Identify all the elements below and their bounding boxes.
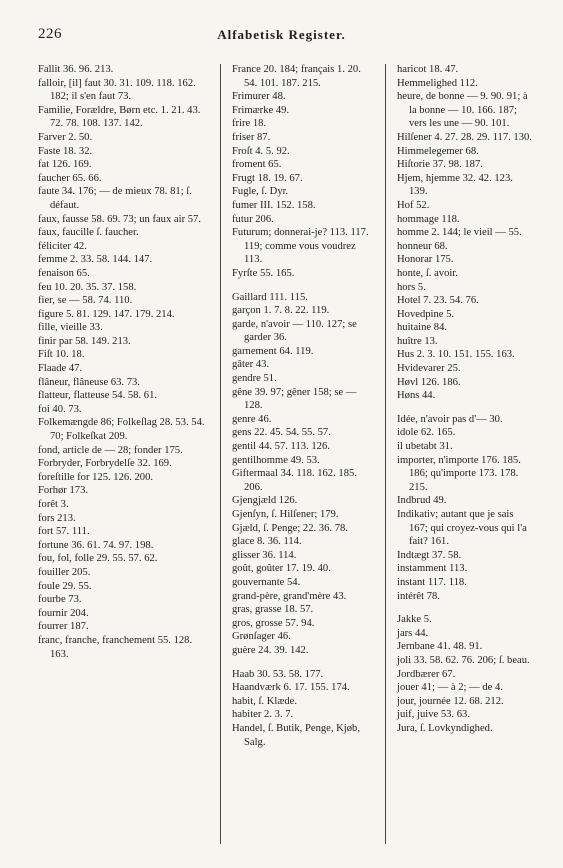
index-entry: fort 57. 111.	[38, 526, 90, 538]
index-entry: garnement 64. 119.	[232, 345, 314, 357]
index-entry: foreſtille for 125. 126. 200.	[38, 471, 154, 483]
index-entry: Familie, Forældre, Børn etc. 1. 21. 43. 72. 78. 108. 137. 142.	[38, 104, 201, 130]
index-entry: fat 126. 169.	[38, 159, 92, 171]
index-entry: Hovedpine 5.	[397, 308, 455, 320]
index-entry: faucher 65. 66.	[38, 172, 102, 184]
index-entry: instant 117. 118.	[397, 576, 467, 588]
index-entry: fortune 36. 61. 74. 97. 198.	[38, 539, 154, 551]
index-entry: importer, n'importe 176. 185. 186; qu'importe 173. 178. 215.	[397, 454, 521, 493]
index-entry: Idée, n'avoir pas d'— 30.	[397, 413, 503, 425]
index-entry: gras, grasse 18. 57.	[232, 604, 314, 616]
index-entry: Flaade 47.	[38, 363, 83, 375]
index-entry: Indbrud 49.	[397, 495, 447, 507]
index-entry: Honorar 175.	[397, 254, 454, 266]
index-entry: habit, ſ. Klæde.	[232, 695, 298, 707]
index-column-1	[38, 63, 210, 661]
index-entry: fourbe 73.	[38, 594, 82, 606]
column-divider	[220, 64, 221, 844]
index-entry: gouvernante 54.	[232, 576, 301, 588]
index-entry: glace 8. 36. 114.	[232, 536, 302, 548]
index-entry: Fugle, ſ. Dyr.	[232, 186, 289, 198]
index-entry: Forhør 173.	[38, 485, 89, 497]
index-entry: fors 213.	[38, 512, 76, 524]
index-entry: forêt 3.	[38, 499, 69, 510]
index-entry: fournir 204.	[38, 607, 89, 619]
index-entry: franc, franche, franchement 55. 128. 163.	[38, 634, 193, 660]
index-entry: figure 5. 81. 129. 147. 179. 214.	[38, 308, 175, 320]
index-entry: Hiſtorie 37. 98. 187.	[397, 159, 483, 171]
index-entry: huître 13.	[397, 335, 438, 347]
index-entry: grand-père, grand'mère 43.	[232, 590, 347, 602]
page-number: 226	[38, 26, 62, 42]
index-entry: Hof 52.	[397, 199, 430, 211]
index-entry: Indtægt 37. 58.	[397, 549, 462, 561]
index-entry: il ubetabt 31.	[397, 441, 453, 453]
index-entry: huitaine 84.	[397, 322, 448, 334]
index-entry: Jordbærer 67.	[397, 668, 456, 680]
index-entry: faux, faucille ſ. faucher.	[38, 227, 139, 239]
index-entry: gens 22. 45. 54. 55. 57.	[232, 427, 331, 439]
index-entry: hommage 118.	[397, 213, 460, 225]
index-entry: fier, se — 58. 74. 110.	[38, 295, 133, 307]
index-entry: hors 5.	[397, 281, 426, 293]
index-entry: habiter 2. 3. 7.	[232, 709, 294, 721]
index-entry: Futurum; donnerai-je? 113. 117. 119; comme vous voudrez 113.	[232, 227, 369, 266]
index-entry: fille, vieille 33.	[38, 322, 103, 334]
index-entry: Hus 2. 3. 10. 151. 155. 163.	[397, 349, 515, 361]
index-entry: gendre 51.	[232, 373, 277, 385]
index-entry: fond, article de — 28; fonder 175.	[38, 444, 183, 456]
index-entry: friser 87.	[232, 131, 271, 143]
index-entry: foi 40. 73.	[38, 403, 82, 415]
index-entry: Hvidevarer 25.	[397, 363, 461, 375]
index-entry: Hilſener 4. 27. 28. 29. 117. 130.	[397, 131, 532, 143]
index-entry: Indikativ; autant que je sais 167; qui croyez-vous qui l'a fait? 161.	[397, 509, 527, 548]
index-entry: jars 44.	[397, 627, 429, 639]
index-entry: garde, n'avoir — 110. 127; se garder 36.	[232, 318, 357, 344]
index-entry: Frugt 18. 19. 67.	[232, 172, 303, 184]
index-entry: futur 206.	[232, 213, 274, 225]
index-entry: Gaillard 111. 115.	[232, 291, 308, 303]
index-entry: garçon 1. 7. 8. 22. 119.	[232, 305, 330, 317]
index-entry: falloir, [il] faut 30. 31. 109. 118. 162. 182; il s'en faut 73.	[38, 77, 196, 103]
index-entry: fouiller 205.	[38, 566, 91, 578]
index-entry: finir par 58. 149. 213.	[38, 335, 131, 347]
index-entry: faute 34. 176; — de mieux 78. 81; ſ. défaut.	[38, 186, 192, 211]
index-entry: guère 24. 39. 142.	[232, 644, 309, 656]
running-title: Alfabetisk Register.	[217, 27, 346, 42]
index-column-2	[232, 63, 372, 749]
index-entry: gêne 39. 97; gêner 158; se — 128.	[232, 386, 357, 412]
index-entry: joli 33. 58. 62. 76. 206; ſ. beau.	[397, 654, 530, 666]
index-entry: frire 18.	[232, 118, 267, 130]
index-entry: Haandværk 6. 17. 155. 174.	[232, 682, 350, 694]
index-entry: homme 2. 144; le vieil — 55.	[397, 227, 522, 239]
index-entry: gros, grosse 57. 94.	[232, 617, 315, 629]
index-entry: intérêt 78.	[397, 590, 440, 602]
index-entry: Gjengjæld 126.	[232, 495, 298, 507]
index-entry: Hotel 7. 23. 54. 76.	[397, 295, 479, 307]
index-entry: faux, fausse 58. 69. 73; un faux air 57.	[38, 213, 201, 225]
index-entry: Giftermaal 34. 118. 162. 185. 206.	[232, 468, 357, 493]
index-entry: idole 62. 165.	[397, 427, 456, 439]
index-entry: féliciter 42.	[38, 240, 87, 252]
index-entry: Gjæld, ſ. Penge; 22. 36. 78.	[232, 522, 348, 534]
index-entry: juif, juive 53. 63.	[397, 709, 470, 721]
index-entry: gentilhomme 49. 53.	[232, 454, 320, 466]
index-entry: femme 2. 33. 58. 144. 147.	[38, 254, 153, 266]
index-entry: Froſt 4. 5. 92.	[232, 145, 290, 157]
index-entry: flatteur, flatteuse 54. 58. 61.	[38, 390, 158, 402]
index-entry: Jura, ſ. Lovkyndighed.	[397, 722, 493, 734]
index-entry: Grønſager 46.	[232, 631, 291, 643]
index-entry: Fiſt 10. 18.	[38, 349, 85, 361]
index-entry: Farver 2. 50.	[38, 131, 93, 143]
column-divider	[385, 64, 386, 844]
index-entry: Høns 44.	[397, 390, 436, 402]
index-entry: jour, journée 12. 68. 212.	[397, 695, 504, 707]
index-entry: Frimærke 49.	[232, 104, 290, 116]
index-entry: Gjenſyn, ſ. Hilſener; 179.	[232, 509, 339, 520]
index-entry: honte, ſ. avoir.	[397, 267, 458, 279]
index-entry: flâneur, flâneuse 63. 73.	[38, 376, 140, 388]
index-entry: foule 29. 55.	[38, 580, 92, 592]
index-entry: gâter 43.	[232, 359, 270, 371]
index-entry: Himmelegemer 68.	[397, 145, 479, 157]
index-entry: fou, fol, folle 29. 55. 57. 62.	[38, 553, 158, 565]
index-entry: Frimurer 48.	[232, 91, 286, 103]
index-entry: glisser 36. 114.	[232, 549, 297, 561]
index-entry: haricot 18. 47.	[397, 64, 459, 75]
index-entry: genre 46.	[232, 413, 272, 425]
index-entry: goût, goûter 17. 19. 40.	[232, 563, 331, 575]
index-entry: honneur 68.	[397, 240, 448, 252]
index-entry: instamment 113.	[397, 563, 468, 575]
index-entry: Hemmelighed 112.	[397, 77, 478, 89]
index-entry: Fyrſte 55. 165.	[232, 267, 295, 279]
index-entry: Forbryder, Forbrydelſe 32. 169.	[38, 458, 172, 470]
index-entry: heure, de bonne — 9. 90. 91; à la bonne — 10. 166. 187; vers les une — 90. 101.	[397, 91, 528, 130]
index-entry: fumer III. 152. 158.	[232, 199, 316, 211]
index-entry: Folkemængde 86; Folkeſlag 28. 53. 54. 70; Folkeſkat 209.	[38, 417, 205, 443]
index-entry: feu 10. 20. 35. 37. 158.	[38, 281, 137, 293]
index-entry: Haab 30. 53. 58. 177.	[232, 668, 324, 680]
index-entry: fourrer 187.	[38, 621, 89, 633]
index-column-3	[397, 63, 533, 736]
index-entry: Jernbane 41. 48. 91.	[397, 641, 483, 653]
index-entry: gentil 44. 57. 113. 126.	[232, 441, 330, 453]
index-entry: fenaison 65.	[38, 267, 90, 279]
index-entry: Hjem, hjemme 32. 42. 123. 139.	[397, 172, 513, 198]
index-entry: Høvl 126. 186.	[397, 376, 461, 388]
index-entry: Jakke 5.	[397, 614, 432, 626]
index-entry: froment 65.	[232, 159, 282, 171]
index-entry: jouer 41; — à 2; — de 4.	[397, 682, 503, 694]
index-entry: Fallit 36. 96. 213.	[38, 64, 114, 75]
index-entry: Handel, ſ. Butik, Penge, Kjøb, Salg.	[232, 722, 360, 748]
index-entry: France 20. 184; français 1. 20. 54. 101. 187. 215.	[232, 64, 361, 89]
index-entry: Faste 18. 32.	[38, 145, 93, 157]
